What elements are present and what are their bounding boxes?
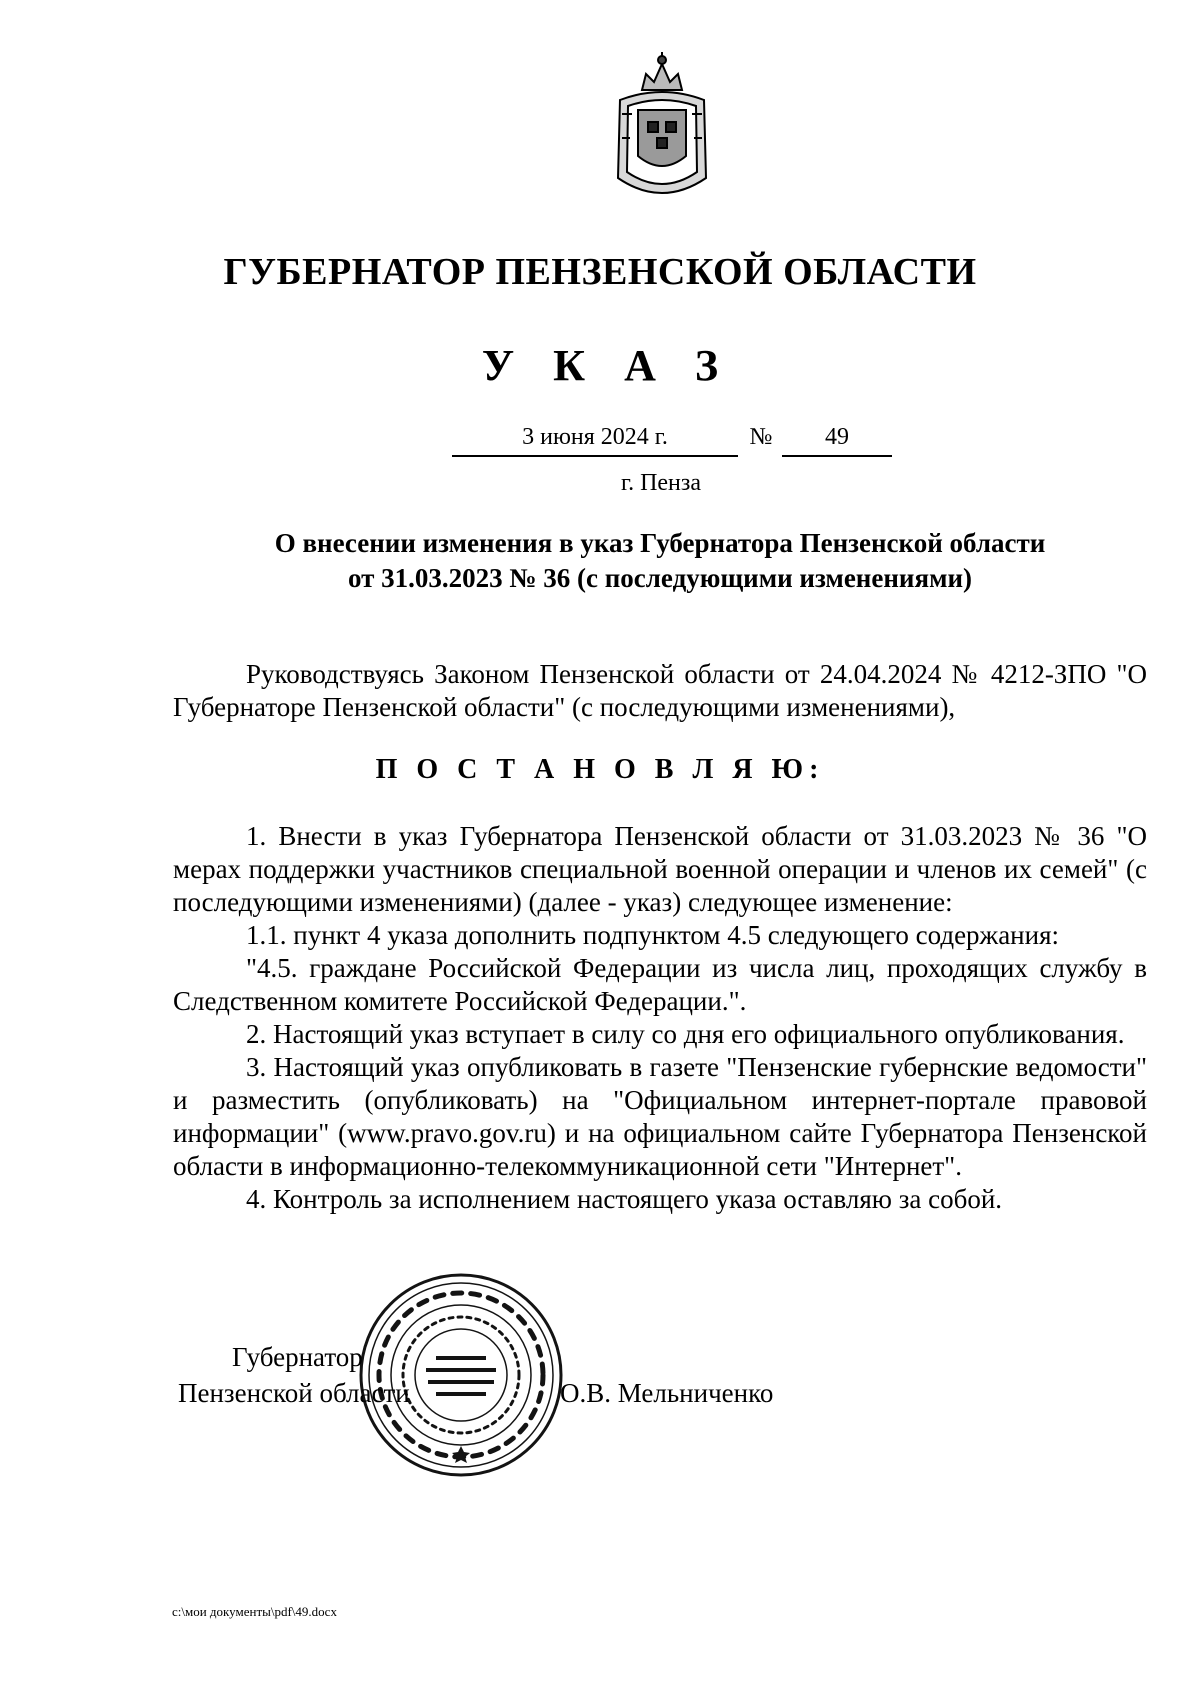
document-type-title: У К А З [481, 341, 733, 390]
file-path-footer: c:\мои документы\pdf\49.docx [172, 1604, 337, 1619]
signature-name: О.В. Мельниченко [560, 1378, 774, 1408]
document-number: 49 [782, 424, 892, 457]
document-date: 3 июня 2024 г. [452, 424, 738, 457]
decree-word: П О С Т А Н О В Л Я Ю: [375, 754, 825, 785]
signature-position-line-2: Пензенской области [178, 1378, 410, 1408]
city: г. Пенза [620, 470, 702, 496]
subject-line-2: от 31.03.2023 № 36 (с последующими изменениями) [347, 563, 973, 593]
number-sign: № [749, 424, 773, 450]
preamble: Руководствуясь Законом Пензенской области от 24.04.2024 № 4212-ЗПО "О Губернаторе Пензенской области" (с последующими изменениями), [173, 659, 1147, 722]
document-subject [160, 526, 1160, 596]
signature-position-line-1: Губернатор [232, 1342, 363, 1372]
paragraph-3: 3. Настоящий указ опубликовать в газете "Пензенские губернские ведомости" и разместить (опубликовать) на "Официальном интернет-портале правовой информации" (www.pravo.gov.ru) и на официальном сайте Губернатора Пензенской области в информационно-телекоммуникационной сети "Интернет". [173, 1052, 1147, 1181]
subject-line-1: О внесении изменения в указ Губернатора Пензенской области [274, 528, 1046, 558]
paragraph-1: 1. Внести в указ Губернатора Пензенской области от 31.03.2023 № 36 "О мерах поддержки участников специальной военной операции и членов их семей" (с последующими изменениями) (далее - указ) следующее изменение: [173, 821, 1147, 917]
paragraph-1-1: 1.1. пункт 4 указа дополнить подпунктом 4.5 следующего содержания: [246, 920, 1060, 950]
official-stamp [356, 1270, 566, 1480]
paragraph-4: 4. Контроль за исполнением настоящего указа оставляю за собой. [246, 1184, 1003, 1214]
decree-paragraphs [173, 820, 1147, 1216]
paragraph-2: 2. Настоящий указ вступает в силу со дня его официального опубликования. [246, 1019, 1125, 1049]
paragraph-1-1-text: "4.5. граждане Российской Федерации из числа лиц, проходящих службу в Следственном комитете Российской Федерации.". [173, 953, 1147, 1016]
coat-of-arms-emblem [602, 48, 722, 208]
authority-title: ГУБЕРНАТОР ПЕНЗЕНСКОЙ ОБЛАСТИ [223, 251, 977, 293]
